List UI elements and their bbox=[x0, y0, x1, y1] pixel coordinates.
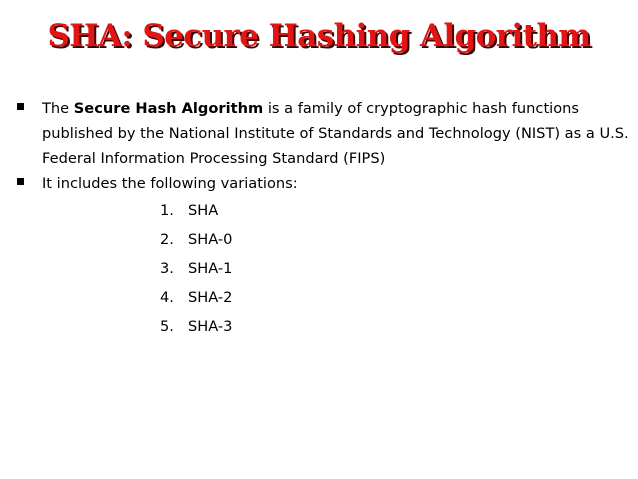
variation-item bbox=[160, 254, 630, 283]
bullet-item-definition bbox=[14, 96, 630, 171]
variation-number: 4. bbox=[160, 289, 174, 306]
variation-item bbox=[160, 196, 630, 225]
variation-label: SHA-3 bbox=[188, 318, 233, 335]
bullet-text bbox=[42, 100, 629, 167]
variation-list bbox=[42, 196, 630, 341]
variation-item bbox=[160, 283, 630, 312]
slide-title: SHA: Secure Hashing Algorithm bbox=[47, 18, 591, 54]
bullet-list bbox=[14, 96, 630, 341]
bullet-text: It includes the following variations: bbox=[42, 175, 298, 192]
square-bullet-icon bbox=[17, 178, 24, 185]
variation-number: 1. bbox=[160, 202, 174, 219]
definition-prefix: The bbox=[42, 100, 74, 117]
variation-number: 2. bbox=[160, 231, 174, 248]
variation-label: SHA-1 bbox=[188, 260, 233, 277]
bullet-item-variations bbox=[14, 171, 630, 341]
definition-term: Secure Hash Algorithm bbox=[73, 100, 264, 117]
definition-body: is a family of cryptographic hash functions published by the National Institute of Standards and Technology (NIST) as a U.S. Federal Information Processing Standard (FIPS) bbox=[42, 100, 629, 167]
variation-number: 5. bbox=[160, 318, 174, 335]
variation-item bbox=[160, 312, 630, 341]
square-bullet-icon bbox=[17, 103, 24, 110]
variation-item bbox=[160, 225, 630, 254]
variation-label: SHA-0 bbox=[188, 231, 233, 248]
variation-label: SHA-2 bbox=[188, 289, 233, 306]
variation-label: SHA bbox=[188, 202, 219, 219]
variation-number: 3. bbox=[160, 260, 174, 277]
